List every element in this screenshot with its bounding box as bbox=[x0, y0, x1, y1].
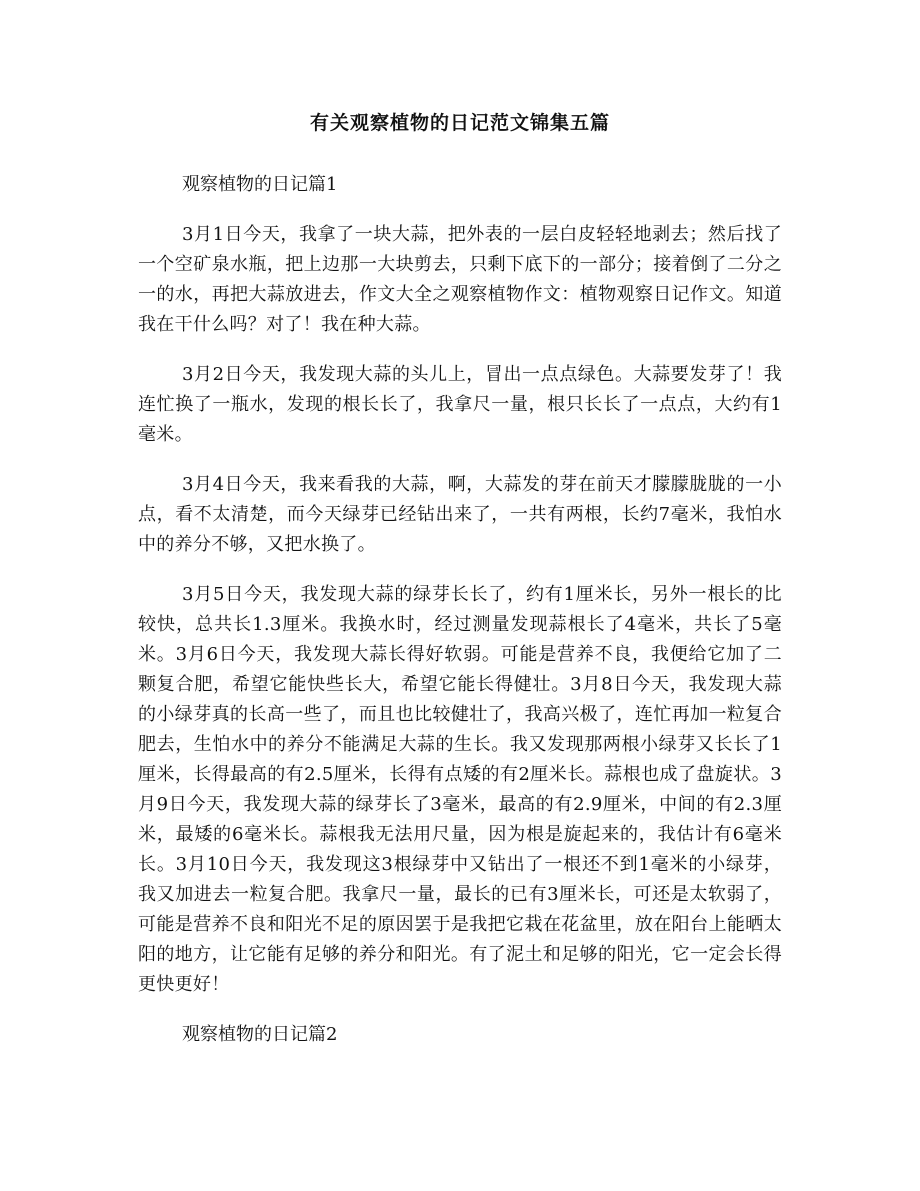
paragraph-1: 3月1日今天，我拿了一块大蒜，把外表的一层白皮轻轻地剥去；然后找了一个空矿泉水瓶，把上边那一大块剪去，只剩下底下的一部分；接着倒了二分之一的水，再把大蒜放进去，作文大全之观察植物作文：植物观察日记作文。知道我在干什么吗？对了！我在种大蒜。 bbox=[138, 224, 782, 335]
paragraph-4: 3月5日今天，我发现大蒜的绿芽长长了，约有1厘米长，另外一根长的比较快，总共长1.3厘米。我换水时，经过测量发现蒜根长了4毫米，共长了5毫米。3月6日今天，我发现大蒜长得好软弱。可能是营养不良，我便给它加了二颗复合肥，希望它能快些长大，希望它能长得健壮。3月8日今天，我发现大蒜的小绿芽真的长高一些了，而且也比较健壮了，我高兴极了，连忙再加一粒复合肥去，生怕水中的养分不能满足大蒜的生长。我又发现那两根小绿芽又长长了1厘米，长得最高的有2.5厘米，长得有点矮的有2厘米长。蒜根也成了盘旋状。3月9日今天，我发现大蒜的绿芽长了3毫米，最高的有2.9厘米，中间的有2.3厘米，最矮的6毫米长。蒜根我无法用尺量，因为根是旋起来的，我估计有6毫米长。3月10日今天，我发现这3根绿芽中又钻出了一根还不到1毫米的小绿芽，我又加进去一粒复合肥。我拿尺一量，最长的已有3厘米长，可还是太软弱了，可能是营养不良和阳光不足的原因罢于是我把它栽在花盆里，放在阳台上能晒太阳的地方，让它能有足够的养分和阳光。有了泥土和足够的阳光，它一定会长得更快更好！ bbox=[138, 584, 782, 995]
paragraph-3: 3月4日今天，我来看我的大蒜，啊，大蒜发的芽在前天才朦朦胧胧的一小点，看不太清楚，而今天绿芽已经钻出来了，一共有两根，长约7毫米，我怕水中的养分不够，又把水换了。 bbox=[138, 474, 782, 555]
document-title: 有关观察植物的日记范文锦集五篇 bbox=[309, 112, 610, 134]
section-heading-1: 观察植物的日记篇1 bbox=[182, 174, 338, 195]
paragraph-2: 3月2日今天，我发现大蒜的头儿上，冒出一点点绿色。大蒜要发芽了！我连忙换了一瓶水，发现的根长长了，我拿尺一量，根只长长了一点点，大约有1毫米。 bbox=[138, 364, 782, 445]
section-heading-2: 观察植物的日记篇2 bbox=[182, 1024, 338, 1045]
